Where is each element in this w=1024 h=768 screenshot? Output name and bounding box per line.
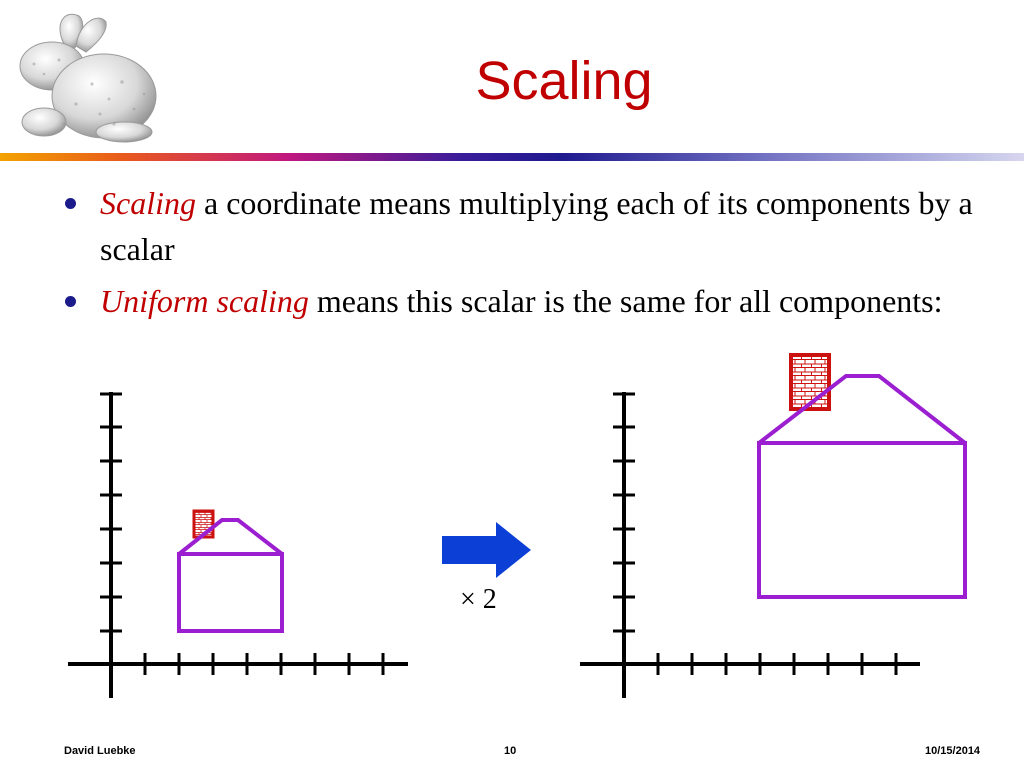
large-house	[759, 355, 965, 597]
small-house	[179, 511, 282, 631]
bullet-emphasis: Scaling	[100, 185, 196, 221]
right-axes	[580, 392, 920, 698]
scale-factor-label: × 2	[460, 584, 497, 615]
right-arrow-icon	[442, 522, 531, 578]
footer-author: David Luebke	[64, 745, 136, 757]
left-axes	[68, 392, 408, 698]
footer-page-number: 10	[504, 745, 517, 757]
bullet-text: a coordinate means multiplying each of its components by a scalar	[100, 185, 973, 267]
bullet-emphasis: Uniform scaling	[100, 283, 309, 319]
slide-title: Scaling	[475, 51, 653, 111]
bullet-text: means this scalar is the same for all components:	[308, 283, 943, 319]
small-house-body	[179, 554, 282, 631]
footer-date: 10/15/2014	[925, 745, 981, 757]
large-house-body	[759, 443, 965, 597]
large-chimney	[791, 355, 829, 409]
